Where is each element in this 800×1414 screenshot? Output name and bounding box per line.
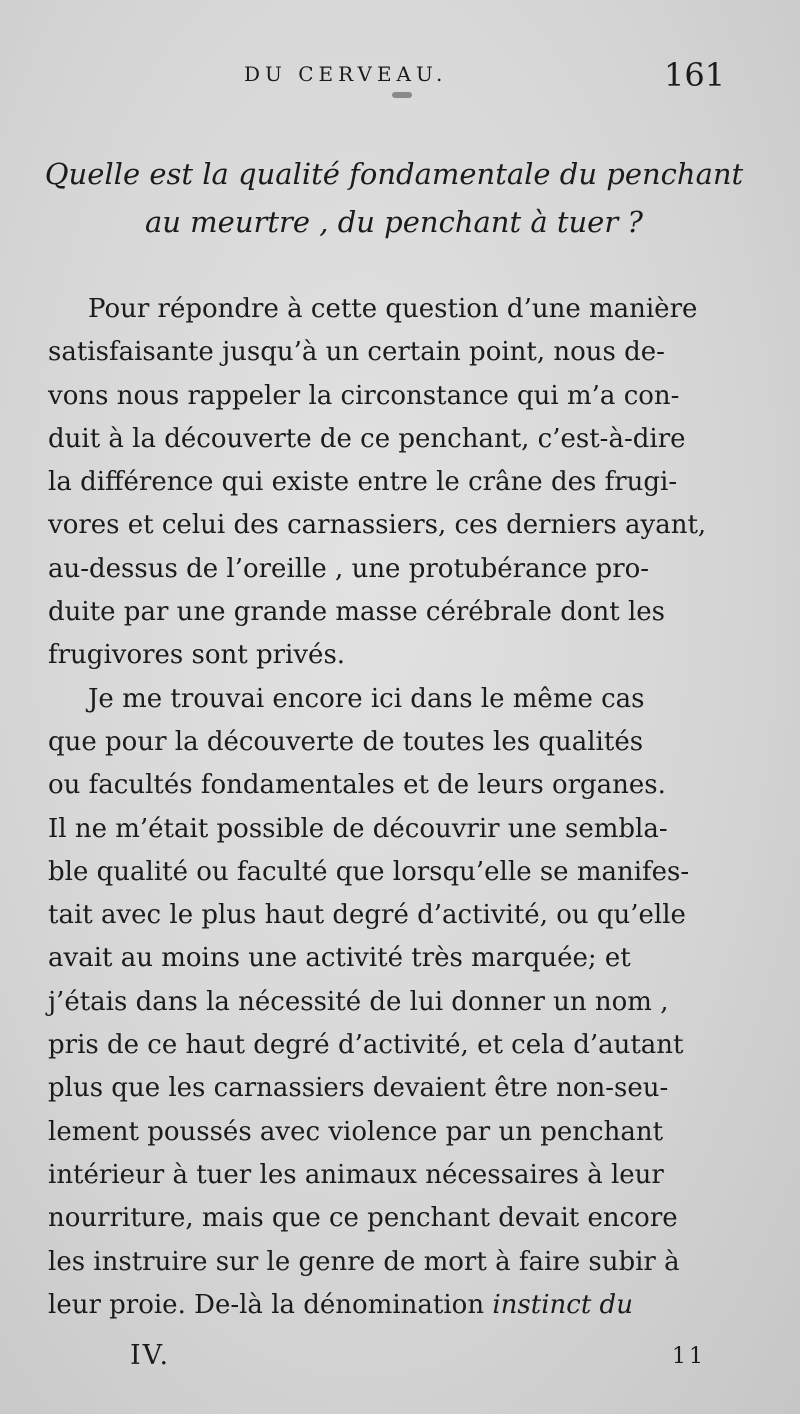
text-line: intérieur à tuer les animaux nécessaires à leur (48, 1159, 664, 1190)
text-line: ou facultés fondamentales et de leurs organes. (48, 770, 666, 801)
text-line: avait au moins une activité très marquée; et (48, 943, 631, 974)
ink-smudge (392, 92, 412, 98)
running-head: DU CERVEAU. (244, 62, 448, 86)
text-line: nourriture, mais que ce penchant devait encore (48, 1203, 678, 1234)
text-line: que pour la découverte de toutes les qualités (48, 726, 644, 757)
italic-term: instinct du (492, 1289, 633, 1320)
text-line: vores et celui des carnassiers, ces derniers ayant, (48, 510, 707, 541)
page-number: 161 (664, 56, 726, 94)
page-footer (0, 1340, 800, 1380)
body-text (48, 288, 758, 1327)
text-line: Il ne m’était possible de découvrir une sembla- (48, 813, 668, 844)
text-line: vons nous rappeler la circonstance qui m’a con- (48, 380, 680, 411)
text-line: frugivores sont privés. (48, 640, 346, 671)
text-line: Pour répondre à cette question d’une manière (88, 294, 698, 324)
text-line: ble qualité ou faculté que lorsqu’elle se manifes- (48, 856, 690, 887)
text-line-last (48, 1284, 758, 1327)
text-line: la différence qui existe entre le crâne des frugi- (48, 467, 678, 498)
text-line-last-roman: leur proie. De-là la dénomination (48, 1289, 493, 1320)
heading-line-1: Quelle est la qualité fondamentale du penchant (44, 157, 744, 191)
page-header (0, 56, 800, 96)
catchword: 11 (672, 1344, 706, 1369)
text-line: au-dessus de l’oreille , une protubérance pro- (48, 553, 650, 584)
signature-mark: IV. (130, 1340, 171, 1371)
heading-line-2: au meurtre , du penchant à tuer ? (145, 205, 643, 239)
text-line: lement poussés avec violence par un penchant (48, 1116, 664, 1147)
text-line: j’étais dans la nécessité de lui donner un nom , (48, 986, 669, 1017)
text-line: duit à la découverte de ce penchant, c’est-à-dire (48, 423, 686, 454)
text-line: Je me trouvai encore ici dans le même cas (88, 683, 645, 714)
text-line: les instruire sur le genre de mort à faire subir à (48, 1246, 680, 1277)
text-line: tait avec le plus haut degré d’activité, ou qu’elle (48, 900, 686, 931)
text-line: satisfaisante jusqu’à un certain point, nous de- (48, 337, 665, 368)
section-heading (44, 150, 744, 246)
text-line: plus que les carnassiers devaient être non-seu- (48, 1073, 669, 1104)
text-line: duite par une grande masse cérébrale dont les (48, 597, 665, 628)
text-line: pris de ce haut degré d’activité, et cela d’autant (48, 1030, 684, 1061)
